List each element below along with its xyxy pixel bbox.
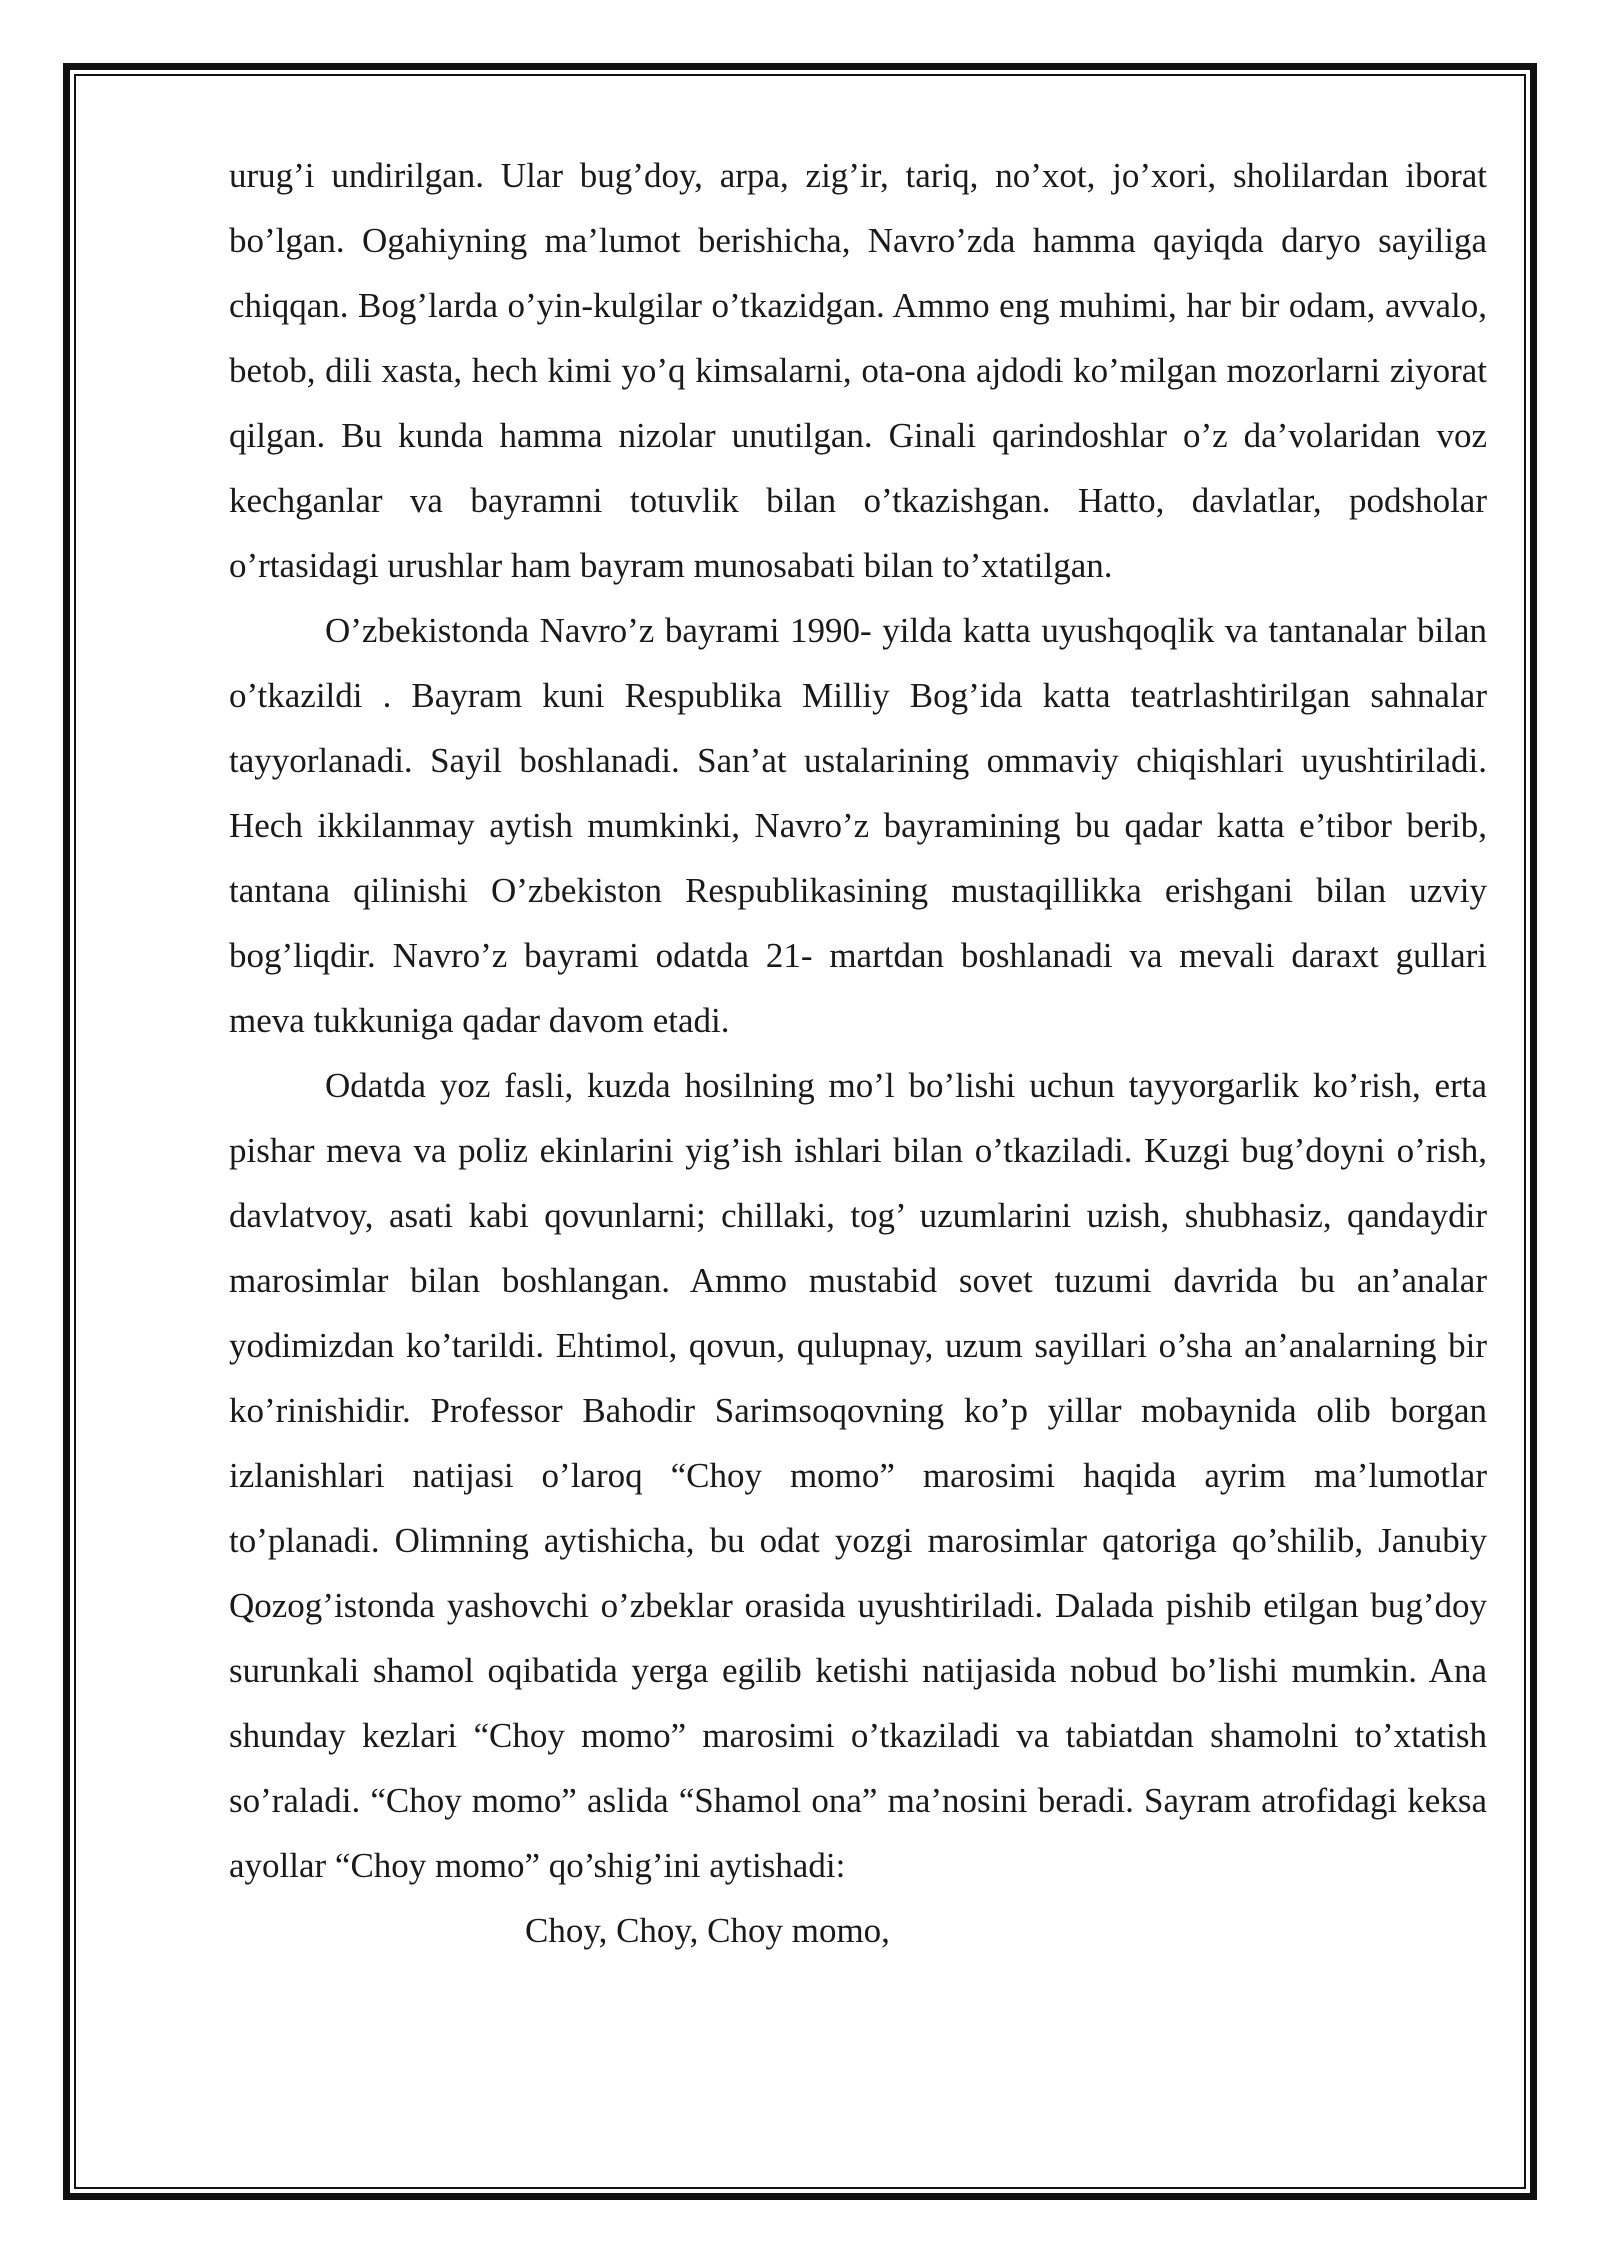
paragraph-navroz-uzbekistan: O’zbekistonda Navro’z bayrami 1990- yilda katta uyushqoqlik va tantanalar bilan o’tkazildi . Bayram kuni Respublika Milliy Bog’ida katta teatrlashtirilgan sahnalar tayyorlanadi. Sayil boshlanadi. San’at ustalarining ommaviy chiqishlari uyushtiriladi. Hech ikkilanmay aytish mumkinki, Navro’z bayramining bu qadar katta e’tibor berib, tantana qilinishi O’zbekiston Respublikasining mustaqillikka erishgani bilan uzviy bog’liqdir. Navro’z bayrami odatda 21- martdan boshlanadi va mevali daraxt gullari meva tukkuniga qadar davom etadi. bbox=[229, 611, 1487, 1040]
paragraph-continuation: urug’i undirilgan. Ular bug’doy, arpa, zig’ir, tariq, no’xot, jo’xori, sholilardan iborat bo’lgan. Ogahiyning ma’lumot berishicha, Navro’zda hamma qayiqda daryo sayiliga chiqqan. Bog’larda o’yin-kulgilar o’tkazidgan. Ammo eng muhimi, har bir odam, avvalo, betob, dili xasta, hech kimi yo’q kimsalarni, ota-ona ajdodi ko’milgan mozorlarni ziyorat qilgan. Bu kunda hamma nizolar unutilgan. Ginali qarindoshlar o’z da’volaridan voz kechganlar va bayramni totuvlik bilan o’tkazishgan. Hatto, davlatlar, podsholar o’rtasidagi urushlar ham bayram munosabati bilan to’xtatilgan. bbox=[229, 156, 1487, 585]
paragraph-summer-rituals: Odatda yoz fasli, kuzda hosilning mo’l bo’lishi uchun tayyorgarlik ko’rish, erta pishar meva va poliz ekinlarini yig’ish ishlari bilan o’tkaziladi. Kuzgi bug’doyni o’rish, davlatvoy, asati kabi qovunlarni; chillaki, tog’ uzumlarini uzish, shubhasiz, qandaydir marosimlar bilan boshlangan. Ammo mustabid sovet tuzumi davrida bu an’analar yodimizdan ko’tarildi. Ehtimol, qovun, qulupnay, uzum sayillari o’sha an’analarning bir ko’rinishidir. Professor Bahodir Sarimsoqovning ko’p yillar mobaynida olib borgan izlanishlari natijasi o’laroq “Choy momo” marosimi haqida ayrim ma’lumotlar to’planadi. Olimning aytishicha, bu odat yozgi marosimlar qatoriga qo’shilib, Janubiy Qozog’istonda yashovchi o’zbeklar orasida uyushtiriladi. Dalada pishib etilgan bug’doy surunkali shamol oqibatida yerga egilib ketishi natijasida nobud bo’lishi mumkin. Ana shunday kezlari “Choy momo” marosimi o’tkaziladi va tabiatdan shamolni to’xtatish so’raladi. “Choy momo” aslida “Shamol ona” ma’nosini beradi. Sayram atrofidagi keksa ayollar “Choy momo” qo’shig’ini aytishadi: bbox=[229, 1066, 1487, 1885]
document-body bbox=[229, 143, 1487, 1963]
verse-line: Choy, Choy, Choy momo, bbox=[525, 1911, 890, 1950]
